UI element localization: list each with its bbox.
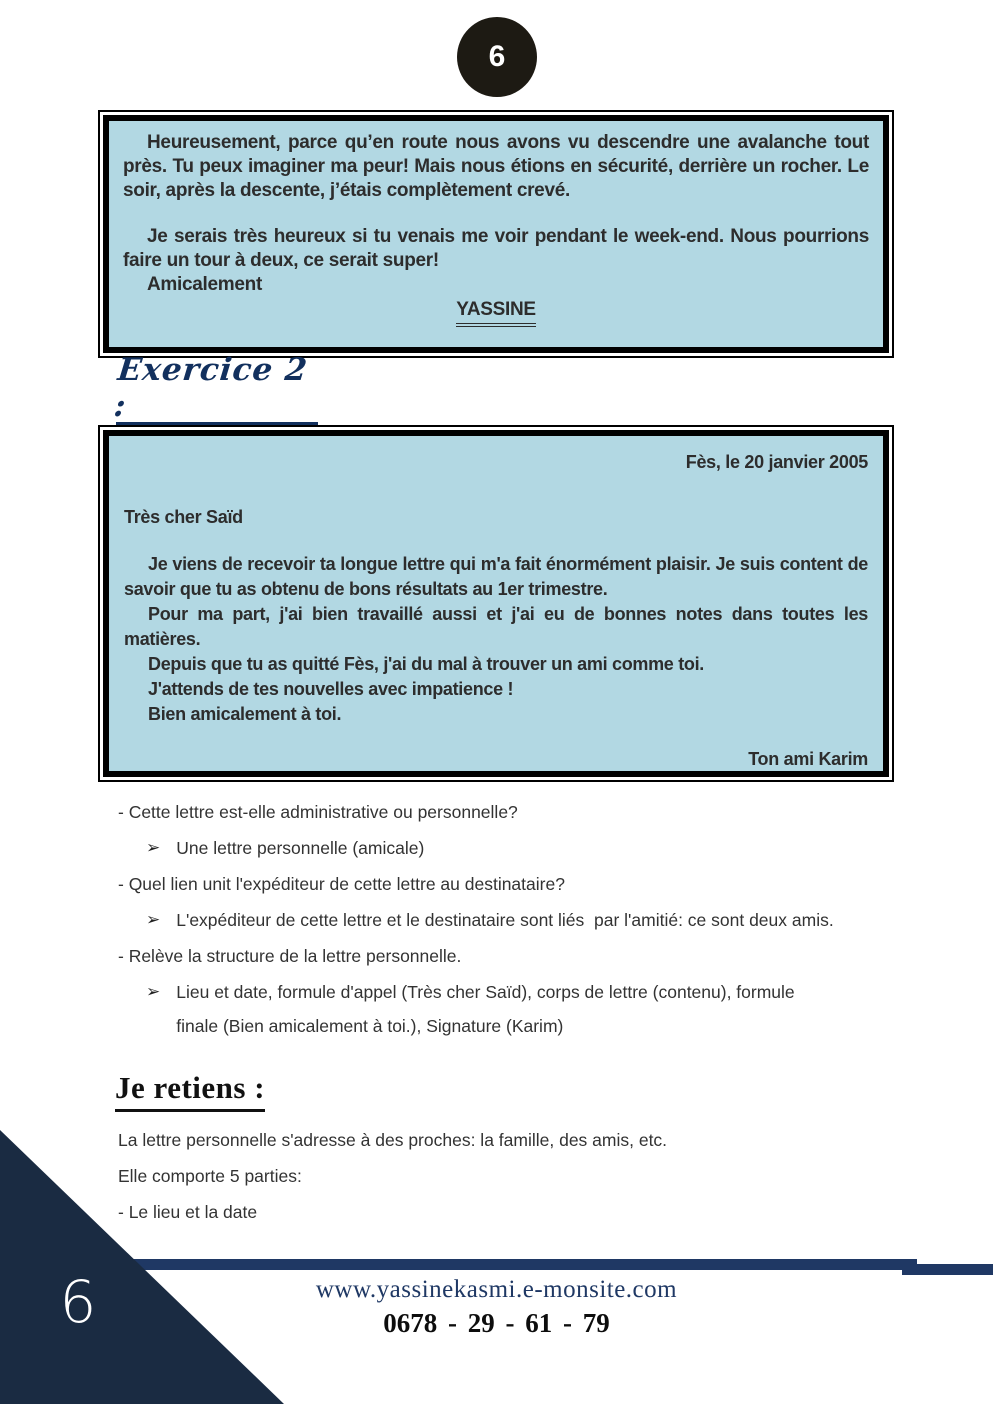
answer-2-text: L'expéditeur de cette lettre et le destinataire sont liés par l'amitié: ce sont deux amis. [176, 910, 834, 930]
footer-page-number: 6 [59, 1268, 97, 1336]
letter2-salutation: Très cher Saïd [124, 507, 243, 527]
letter1-paragraph-1: Heureusement, parce qu’en route nous avons vu descendre une avalanche tout près. Tu peux imaginer ma peur! Mais nous étions en sécurité, derrière un rocher. Le soir, après la descente, j’étais complètement crevé. [123, 132, 869, 201]
footer-divider-bar [122, 1259, 917, 1270]
exercise-2-heading [112, 352, 326, 436]
question-2: - Quel lien unit l'expéditeur de cette lettre au destinataire? [118, 874, 565, 894]
retain-line-3: - Le lieu et la date [118, 1202, 258, 1222]
letter2-signature: Ton ami Karim [748, 749, 868, 769]
answer-3-text: Lieu et date, formule d'appel (Très cher Saïd), corps de lettre (contenu), formule finale (Bien amicalement à toi.), Signature (Karim) [176, 982, 800, 1036]
footer-divider-bar-right [902, 1264, 993, 1275]
retain-line-1: La lettre personnelle s'adresse à des proches: la famille, des amis, etc. [118, 1130, 668, 1150]
letter-box-karim [103, 430, 889, 777]
letter-box-yassine [103, 115, 889, 353]
answer-2 [118, 903, 866, 937]
answer-1 [118, 831, 866, 865]
answer-arrow-icon: ➢ [146, 838, 161, 857]
letter2-date: Fès, le 20 janvier 2005 [685, 452, 868, 472]
questions-answers-section [118, 795, 866, 1045]
letter1-paragraph-2: Je serais très heureux si tu venais me voir pendant le week-end. Nous pourrions faire un tour à deux, ce serait super! [123, 226, 869, 271]
footer-phone: 0678 - 29 - 61 - 79 [383, 1308, 610, 1338]
letter1-signature-text: YASSINE [456, 298, 536, 327]
je-retiens-heading [115, 1070, 265, 1112]
answer-arrow-icon: ➢ [146, 910, 161, 929]
retain-line-2: Elle comporte 5 parties: [118, 1166, 302, 1186]
letter2-paragraph-5: Bien amicalement à toi. [148, 704, 342, 724]
page-number-badge [457, 17, 537, 97]
answer-3 [118, 975, 866, 1043]
footer-website: www.yassinekasmi.e-monsite.com [315, 1276, 678, 1303]
question-3: - Relève la structure de la lettre personnelle. [118, 946, 462, 966]
letter2-paragraph-1: Je viens de recevoir ta longue lettre qui m'a fait énormément plaisir. Je suis content de savoir que tu as obtenu de bons résultats au 1er trimestre. [124, 554, 868, 599]
question-1: - Cette lettre est-elle administrative ou personnelle? [118, 802, 518, 822]
letter2-paragraph-3: Depuis que tu as quitté Fès, j'ai du mal à trouver un ami comme toi. [148, 654, 704, 674]
letter2-paragraph-4: J'attends de tes nouvelles avec impatience ! [148, 679, 514, 699]
letter1-closing: Amicalement [147, 274, 262, 295]
answer-arrow-icon: ➢ [146, 982, 161, 1001]
letter1-signature [123, 298, 869, 327]
retain-section [118, 1122, 858, 1230]
je-retiens-heading-text: Je retiens : [115, 1070, 265, 1112]
answer-1-text: Une lettre personnelle (amicale) [176, 838, 425, 858]
letter2-paragraph-2: Pour ma part, j'ai bien travaillé aussi et j'ai eu de bonnes notes dans toutes les matières. [124, 604, 868, 649]
page-number-badge-text: 6 [488, 40, 506, 73]
exercise-2-heading-text: Exercice 2 : [112, 352, 310, 424]
